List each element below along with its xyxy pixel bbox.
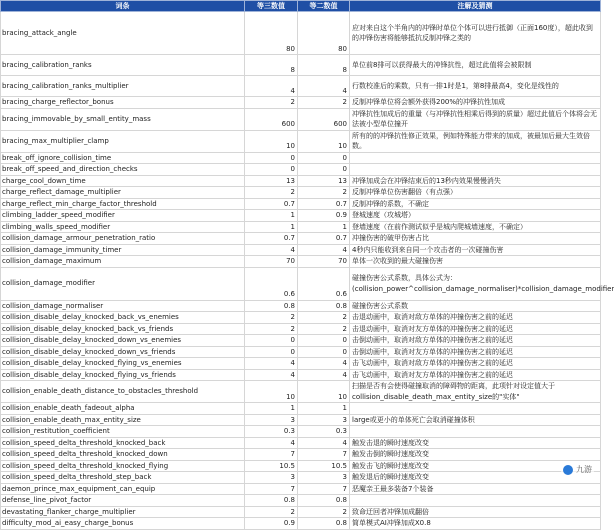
table-row [1, 108, 601, 130]
table-row [1, 437, 601, 449]
table-row [1, 97, 601, 109]
table-row [1, 210, 601, 222]
cell-tier2-value[interactable]: 4 [298, 244, 350, 256]
cell-tier3-value[interactable]: 7 [245, 483, 298, 495]
cell-note[interactable] [350, 152, 601, 164]
table-row [1, 335, 601, 347]
table-row [1, 152, 601, 164]
cell-note[interactable]: 登墙速度（在前作测试似乎是城内爬城墙速度，不确定） [350, 221, 601, 233]
cell-term[interactable]: break_off_speed_and_direction_checks [1, 164, 245, 176]
cell-tier3-value[interactable]: 13 [245, 175, 298, 187]
cell-tier2-value[interactable]: 4 [298, 76, 350, 97]
cell-tier2-value[interactable]: 0.8 [298, 518, 350, 530]
cell-tier3-value[interactable]: 0 [245, 164, 298, 176]
cell-tier3-value[interactable]: 8 [245, 55, 298, 76]
table-row [1, 130, 601, 152]
cell-tier2-value[interactable]: 0.7 [298, 233, 350, 245]
table-row [1, 346, 601, 358]
cell-note[interactable]: 击退动画中，取消对友方单体的冲撞伤害之前的延迟 [350, 323, 601, 335]
cell-note[interactable]: 反制冲锋单位伤害翻倍（有点强） [350, 187, 601, 199]
cell-note[interactable]: 行数校准后的乘数，只有一排1时是1，第8排最高4，变化是线性的 [350, 76, 601, 97]
cell-note[interactable] [350, 164, 601, 176]
cell-term[interactable]: collision_restitution_coefficient [1, 426, 245, 438]
table-body [1, 12, 614, 530]
cell-tier3-value[interactable]: 4 [245, 244, 298, 256]
table-row [1, 358, 601, 370]
cell-note[interactable]: 登城速度（攻城塔） [350, 210, 601, 222]
cell-note[interactable]: 单体一次收到的最大碰撞伤害 [350, 256, 601, 268]
cell-note[interactable]: 碰撞伤害公式系数，具体公式为：(collision_power^collision_damage_normaliser)*collision_damage_modifier [350, 267, 601, 300]
table-row [1, 267, 601, 300]
cell-note[interactable]: large或更小的单体死亡会取消碰撞体积 [350, 414, 601, 426]
cell-term[interactable]: collision_enable_death_distance_to_obstacles_threshold [1, 381, 245, 403]
table-row [1, 55, 601, 76]
cell-tier3-value[interactable]: 2 [245, 187, 298, 199]
cell-term[interactable]: collision_damage_normaliser [1, 300, 245, 312]
cell-tier2-value[interactable]: 2 [298, 312, 350, 324]
cell-tier2-value[interactable]: 0 [298, 164, 350, 176]
cell-tier2-value[interactable]: 0.8 [298, 300, 350, 312]
cell-tier3-value[interactable]: 2 [245, 506, 298, 518]
cell-tier3-value[interactable]: 0 [245, 335, 298, 347]
cell-tier2-value[interactable]: 13 [298, 175, 350, 187]
cell-tier2-value[interactable]: 0.8 [298, 495, 350, 507]
cell-term[interactable]: difficulty_mod_ai_easy_charge_bonus [1, 518, 245, 530]
cell-tier3-value[interactable]: 600 [245, 108, 298, 130]
cell-tier2-value[interactable]: 10.5 [298, 460, 350, 472]
cell-note[interactable]: 触发退后的瞬时速度改变 [350, 472, 601, 484]
cell-term[interactable]: collision_damage_modifier [1, 267, 245, 300]
cell-note[interactable]: 碰撞伤害公式系数 [350, 300, 601, 312]
table-row [1, 198, 601, 210]
cell-tier3-value[interactable]: 1 [245, 403, 298, 415]
cell-tier2-value[interactable]: 3 [298, 472, 350, 484]
cell-tier3-value[interactable]: 4 [245, 76, 298, 97]
cell-tier3-value[interactable]: 0 [245, 346, 298, 358]
cell-term[interactable]: bracing_calibration_ranks_multiplier [1, 76, 245, 97]
cell-note[interactable] [350, 426, 601, 438]
cell-tier2-value[interactable]: 7 [298, 483, 350, 495]
header-notes[interactable]: 注解及猜测 [350, 1, 601, 12]
table-row [1, 233, 601, 245]
cell-note[interactable]: 冲锋加成会在冲锋结束后的13秒内效果慢慢消失 [350, 175, 601, 187]
cell-tier3-value[interactable]: 2 [245, 323, 298, 335]
cell-tier3-value[interactable]: 0.7 [245, 233, 298, 245]
cell-note[interactable]: 触发击倒的瞬时速度改变 [350, 449, 601, 461]
table-row [1, 164, 601, 176]
cell-tier2-value[interactable]: 8 [298, 55, 350, 76]
cell-tier2-value[interactable]: 1 [298, 403, 350, 415]
cell-tier3-value[interactable]: 4 [245, 369, 298, 381]
cell-term[interactable]: charge_reflect_min_charge_factor_threshold [1, 198, 245, 210]
cell-tier2-value[interactable]: 10 [298, 381, 350, 403]
cell-term[interactable]: collision_speed_delta_threshold_knocked_flying [1, 460, 245, 472]
cell-note[interactable]: 击倒动画中，取消对友方单体的冲撞伤害之前的延迟 [350, 346, 601, 358]
cell-tier2-value[interactable]: 2 [298, 187, 350, 199]
cell-note[interactable]: 触发击退的瞬时速度改变 [350, 437, 601, 449]
table-row [1, 323, 601, 335]
cell-tier3-value[interactable]: 3 [245, 414, 298, 426]
cell-note[interactable] [350, 403, 601, 415]
cell-tier3-value[interactable]: 10 [245, 381, 298, 403]
cell-tier3-value[interactable]: 0.8 [245, 300, 298, 312]
cell-term[interactable]: collision_disable_delay_knocked_flying_vs_friends [1, 369, 245, 381]
cell-term[interactable]: charge_cool_down_time [1, 175, 245, 187]
cell-term[interactable]: bracing_max_multiplier_clamp [1, 130, 245, 152]
header-term[interactable]: 词条 [1, 1, 245, 12]
cell-term[interactable]: collision_speed_delta_threshold_knocked_down [1, 449, 245, 461]
cell-tier2-value[interactable]: 0.6 [298, 267, 350, 300]
cell-note[interactable]: 所有的的冲锋抗性修正效果，例如特殊能力带来的加成，被最加后最大生效倍数。 [350, 130, 601, 152]
cell-note[interactable]: 冲撞伤害的破甲伤害占比 [350, 233, 601, 245]
cell-term[interactable]: collision_disable_delay_knocked_down_vs_enemies [1, 335, 245, 347]
cell-term[interactable]: bracing_calibration_ranks [1, 55, 245, 76]
cell-tier3-value[interactable]: 10 [245, 130, 298, 152]
cell-tier3-value[interactable]: 3 [245, 472, 298, 484]
cell-tier3-value[interactable]: 1 [245, 210, 298, 222]
cell-tier3-value[interactable]: 0.6 [245, 267, 298, 300]
cell-tier3-value[interactable]: 2 [245, 97, 298, 109]
cell-tier3-value[interactable]: 0.3 [245, 426, 298, 438]
cell-tier2-value[interactable]: 70 [298, 256, 350, 268]
cell-note[interactable]: 冲锋抗性加成后的重量（与冲锋抗性相乘后得到的质量）超过此值后个体将会无法被小型单位撞开 [350, 108, 601, 130]
table-row [1, 460, 601, 472]
cell-tier3-value[interactable]: 0.8 [245, 495, 298, 507]
cell-term[interactable]: collision_speed_delta_threshold_knocked_back [1, 437, 245, 449]
table-row [1, 175, 601, 187]
cell-tier2-value[interactable]: 0.3 [298, 426, 350, 438]
cell-term[interactable]: collision_disable_delay_knocked_back_vs_enemies [1, 312, 245, 324]
cell-note[interactable]: 致命迂回者冲锋加成翻倍 [350, 506, 601, 518]
cell-term[interactable]: collision_enable_death_fadeout_alpha [1, 403, 245, 415]
cell-note[interactable]: 反制冲锋单位将会额外获得200%的冲锋抗性加成 [350, 97, 601, 109]
cell-term[interactable]: collision_disable_delay_knocked_down_vs_friends [1, 346, 245, 358]
cell-tier2-value[interactable]: 2 [298, 506, 350, 518]
cell-tier3-value[interactable]: 7 [245, 449, 298, 461]
cell-tier2-value[interactable]: 10 [298, 130, 350, 152]
table-row [1, 256, 601, 268]
cell-term[interactable]: break_off_ignore_collision_time [1, 152, 245, 164]
cell-tier2-value[interactable]: 4 [298, 369, 350, 381]
cell-tier2-value[interactable]: 4 [298, 437, 350, 449]
cell-tier2-value[interactable]: 2 [298, 97, 350, 109]
cell-term[interactable]: collision_speed_delta_threshold_step_back [1, 472, 245, 484]
table-row [1, 518, 601, 530]
table-row [1, 300, 601, 312]
cell-term[interactable]: collision_enable_death_max_entity_size [1, 414, 245, 426]
cell-tier2-value[interactable]: 7 [298, 449, 350, 461]
cell-note[interactable]: 4秒内只能收到来自同一个攻击者的一次碰撞伤害 [350, 244, 601, 256]
cell-note[interactable]: 单位前8排可以获得最大的冲锋抗性，超过此值将会被限制 [350, 55, 601, 76]
cell-tier2-value[interactable]: 0 [298, 346, 350, 358]
cell-note[interactable]: 击倒动画中，取消对敌方单体的冲撞伤害之前的延迟 [350, 335, 601, 347]
header-tier3-value[interactable]: 等三数值 [245, 1, 298, 12]
table-row [1, 472, 601, 484]
cell-term[interactable]: bracing_attack_angle [1, 12, 245, 55]
cell-tier3-value[interactable]: 1 [245, 221, 298, 233]
cell-tier3-value[interactable]: 0 [245, 152, 298, 164]
cell-tier3-value[interactable]: 80 [245, 12, 298, 55]
cell-note[interactable]: 简单模式AI冲锋加成X0.8 [350, 518, 601, 530]
cell-term[interactable]: bracing_charge_reflector_bonus [1, 97, 245, 109]
cell-tier2-value[interactable]: 3 [298, 414, 350, 426]
cell-term[interactable]: daemon_prince_max_equipment_can_equip [1, 483, 245, 495]
cell-tier3-value[interactable]: 4 [245, 358, 298, 370]
cell-term[interactable]: collision_disable_delay_knocked_flying_vs_enemies [1, 358, 245, 370]
cell-term[interactable]: climbing_walls_speed_modifier [1, 221, 245, 233]
table-row [1, 483, 601, 495]
cell-tier2-value[interactable]: 0 [298, 152, 350, 164]
table-row [1, 449, 601, 461]
table-row [1, 369, 601, 381]
cell-tier3-value[interactable]: 4 [245, 437, 298, 449]
table-row [1, 495, 601, 507]
table-row [1, 12, 601, 55]
cell-term[interactable]: collision_damage_maximum [1, 256, 245, 268]
cell-tier2-value[interactable]: 2 [298, 323, 350, 335]
table-row [1, 426, 601, 438]
watermark-logo-icon [563, 465, 573, 475]
cell-tier3-value[interactable]: 10.5 [245, 460, 298, 472]
watermark-label: 九游 [576, 465, 592, 474]
cell-tier3-value[interactable]: 0.9 [245, 518, 298, 530]
cell-note[interactable]: 击退动画中，取消对敌方单体的冲撞伤害之前的延迟 [350, 312, 601, 324]
cell-note[interactable]: 扫描是否有会使得碰撞取消的障碍物的距离，此项针对设定值大于collision_disable_death_max_entity_size的"实体" [350, 381, 601, 403]
table-row [1, 403, 601, 415]
table-row [1, 381, 601, 403]
cell-note[interactable]: 反制冲锋的系数，不确定 [350, 198, 601, 210]
cell-tier2-value[interactable]: 4 [298, 358, 350, 370]
cell-tier2-value[interactable]: 1 [298, 221, 350, 233]
cell-term[interactable]: collision_disable_delay_knocked_back_vs_friends [1, 323, 245, 335]
cell-note[interactable]: 击飞动画中，取消对敌方单体的冲撞伤害之前的延迟 [350, 358, 601, 370]
table-row [1, 506, 601, 518]
cell-term[interactable]: devastating_flanker_charge_multiplier [1, 506, 245, 518]
cell-term[interactable]: bracing_immovable_by_small_entity_mass [1, 108, 245, 130]
table-row [1, 187, 601, 199]
table-row [1, 312, 601, 324]
cell-tier3-value[interactable]: 2 [245, 312, 298, 324]
cell-note[interactable]: 触发击飞的瞬时速度改变 [350, 460, 601, 472]
cell-term[interactable]: charge_reflect_damage_multiplier [1, 187, 245, 199]
cell-tier2-value[interactable]: 0.9 [298, 210, 350, 222]
cell-term[interactable]: collision_damage_immunity_timer [1, 244, 245, 256]
cell-term[interactable]: defense_line_pivot_factor [1, 495, 245, 507]
table-row [1, 221, 601, 233]
cell-note[interactable] [350, 495, 601, 507]
cell-note[interactable]: 应对来自这个半角内的冲锋时单位个体可以进行抵御（正面160度），超此收到的冲锋伤害将能够抵抗反制冲锋之类的 [350, 12, 601, 55]
table-row [1, 414, 601, 426]
cell-tier2-value[interactable]: 80 [298, 12, 350, 55]
cell-tier2-value[interactable]: 0.7 [298, 198, 350, 210]
header-row [1, 1, 601, 12]
cell-tier3-value[interactable]: 70 [245, 256, 298, 268]
table-row [1, 244, 601, 256]
watermark [561, 464, 594, 475]
cell-tier3-value[interactable]: 0.7 [245, 198, 298, 210]
cell-tier2-value[interactable]: 600 [298, 108, 350, 130]
cell-note[interactable]: 恶魔亲王最多装备7个装备 [350, 483, 601, 495]
header-tier2-value[interactable]: 等二数值 [298, 1, 350, 12]
table-row [1, 76, 601, 97]
cell-term[interactable]: climbing_ladder_speed_modifier [1, 210, 245, 222]
cell-tier2-value[interactable]: 0 [298, 335, 350, 347]
cell-term[interactable]: collision_damage_armour_penetration_ratio [1, 233, 245, 245]
cell-note[interactable]: 击飞动画中，取消对友方单体的冲撞伤害之前的延迟 [350, 369, 601, 381]
